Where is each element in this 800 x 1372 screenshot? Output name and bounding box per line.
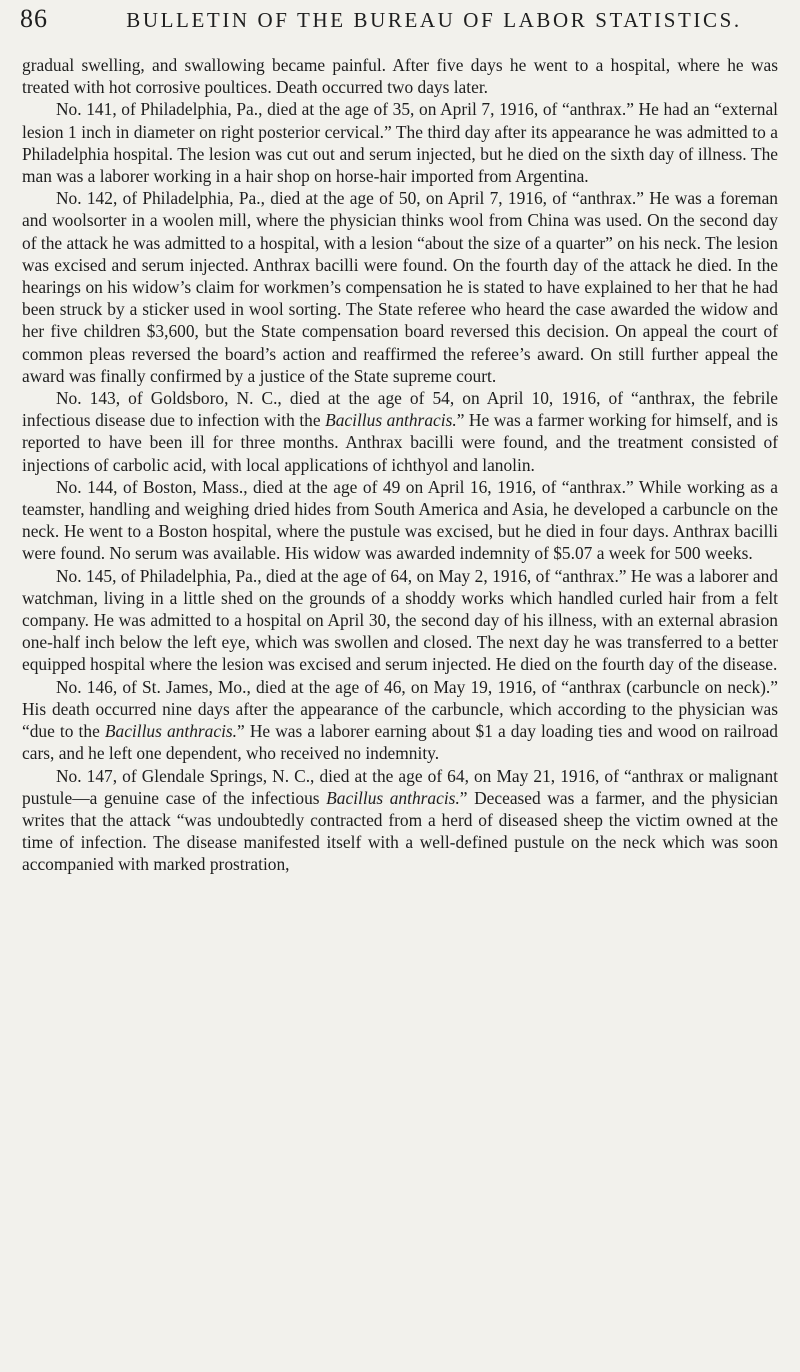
paragraph-text: No. 147, of Glendale Springs, N. C., died at the age of 64, on May 21, 1916, of “anthrax or malignant pustule—a genuine case of the infectious	[22, 765, 778, 808]
paragraph-case-144	[22, 476, 778, 565]
italic-term: Bacillus anthracis.	[325, 410, 457, 431]
paragraph-text: No. 143, of Goldsboro, N. C., died at the age of 54, on April 10, 1916, of “anthrax, the febrile infectious disease due to infection with the	[22, 388, 778, 431]
paragraph-case-141	[22, 98, 778, 187]
paragraph-continuation	[22, 54, 778, 98]
page-number: 86	[20, 4, 48, 33]
paragraph-text: No. 144, of Boston, Mass., died at the age of 49 on April 16, 1916, of “anthrax.” While working as a teamster, handling and weighing dried hides from South America and Asia, he developed a carbuncle on the neck. He went to a Boston hospital, where the pustule was excised, but he died in four days. Anthrax bacilli were found. No serum was available. His widow was awarded indemnity of $5.07 a week for 500 weeks.	[22, 476, 778, 564]
paragraph-text: No. 142, of Philadelphia, Pa., died at the age of 50, on April 7, 1916, of “anthrax.” He was a foreman and woolsorter in a woolen mill, where the physician thinks wool from China was used. On the second day of the attack he was admitted to a hospital, with a lesion “about the size of a quarter” on his neck. The lesion was excised and serum injected. Anthrax bacilli were found. On the fourth day of the attack he died. In the hearings on his widow’s claim for workmen’s compensation he is stated to have explained to her that he had been struck by a sticker used in wool sorting. The State referee who heard the case awarded the widow and her five children $3,600, but the State compensation board reversed this decision. On appeal the court of common pleas reversed the board’s action and reaffirmed the referee’s award. On still further appeal the award was finally confirmed by a justice of the State supreme court.	[22, 188, 778, 386]
paragraph-text: No. 146, of St. James, Mo., died at the age of 46, on May 19, 1916, of “anthrax (carbuncle on neck).” His death occurred nine days after the appearance of the carbuncle, which according to the physician was “due to the	[22, 676, 778, 742]
paragraph-case-143	[22, 387, 778, 476]
paragraph-case-146	[22, 676, 778, 765]
paragraph-text: No. 141, of Philadelphia, Pa., died at the age of 35, on April 7, 1916, of “anthrax.” He had an “external lesion 1 inch in diameter on right posterior cervical.” The third day after its appearance he was admitted to a Philadelphia hospital. The lesion was cut out and serum injected, but he died on the sixth day of illness. The man was a laborer working in a hair shop on horse-hair imported from Argentina.	[22, 99, 778, 187]
paragraph-text: ” Deceased was a farmer, and the physician writes that the attack “was undoubtedly contracted from a herd of diseased sheep the victim owned at the time of infection. The disease manifested itself with a well-defined pustule on the neck which was soon accompanied with marked prostration,	[22, 787, 779, 875]
italic-term: Bacillus anthracis.	[326, 787, 460, 808]
paragraph-text: ” He was a farmer working for himself, and is reported to have been ill for three months. Anthrax bacilli were found, and the treatment consisted of injections of carbolic acid, with local applications of ichthyol and lanolin.	[22, 410, 778, 475]
paragraph-text: No. 145, of Philadelphia, Pa., died at the age of 64, on May 2, 1916, of “anthrax.” He was a laborer and watchman, living in a little shed on the grounds of a shoddy works which handled curled hair from a felt company. He was admitted to a hospital on April 30, the second day of his illness, with an external abrasion one-half inch below the left eye, which was swollen and closed. The next day he was transferred to a better equipped hospital where the lesion was excised and serum injected. He died on the fourth day of the disease.	[22, 565, 778, 675]
page-header	[0, 0, 800, 40]
paragraph-text: ” He was a laborer earning about $1 a day loading ties and wood on railroad cars, and he left one dependent, who received no indemnity.	[22, 721, 778, 764]
paragraph-case-147	[22, 765, 778, 876]
paragraph-case-142	[22, 187, 778, 387]
paragraph-case-145	[22, 565, 778, 676]
paragraph-text: gradual swelling, and swallowing became painful. After five days he went to a hospital, where he was treated with hot corrosive poultices. Death occurred two days later.	[22, 55, 778, 98]
running-head: BULLETIN OF THE BUREAU OF LABOR STATISTICS.	[126, 8, 742, 32]
body-text	[22, 54, 778, 876]
italic-term: Bacillus anthracis.	[104, 721, 238, 742]
